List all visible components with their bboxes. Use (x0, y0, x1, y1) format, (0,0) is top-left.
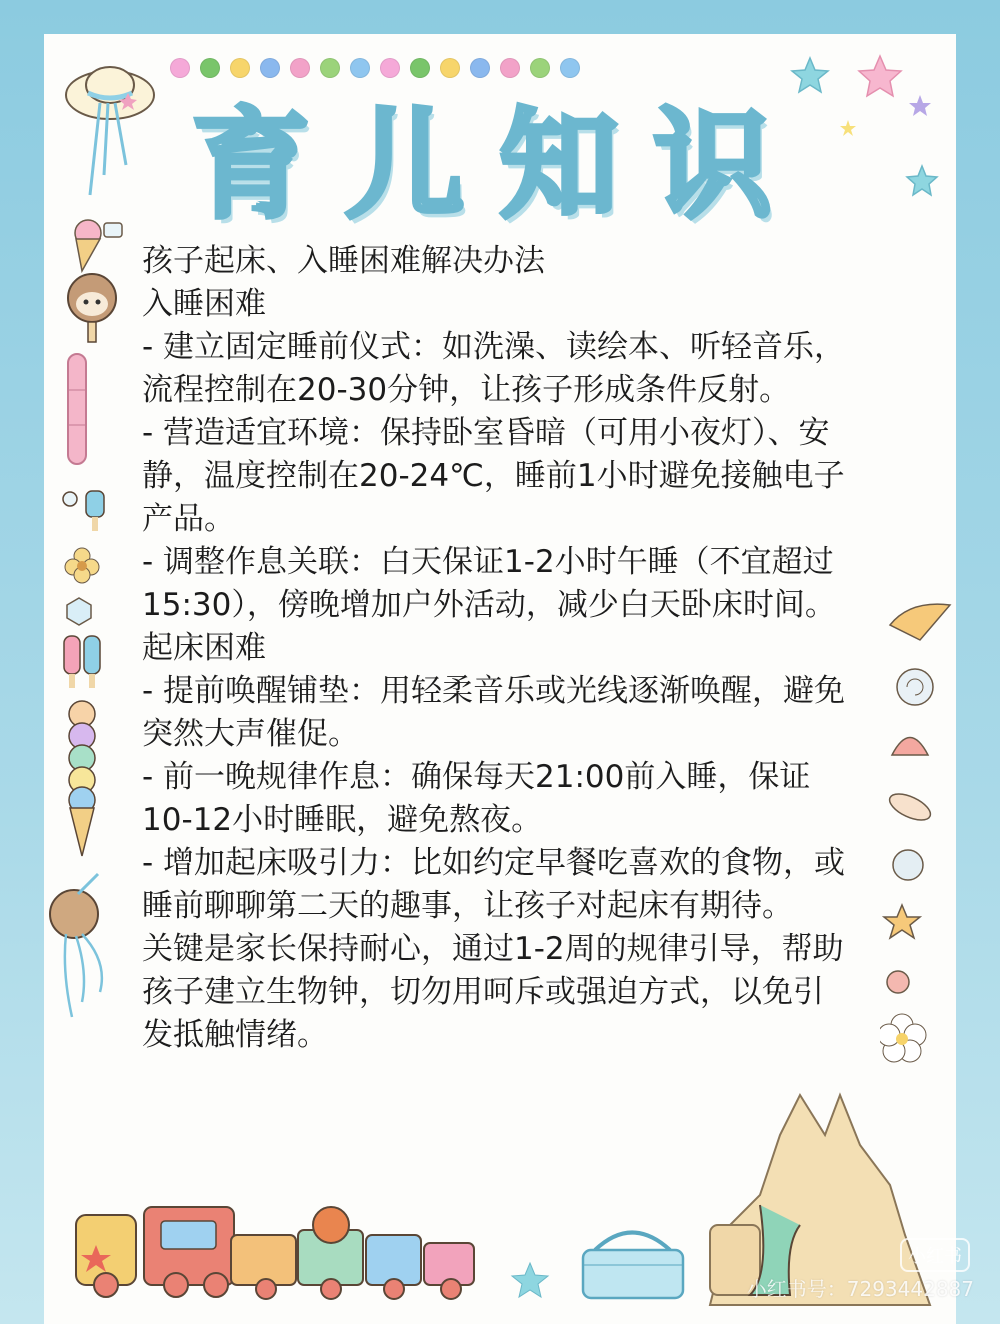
article-heading: 孩子起床、入睡困难解决办法 (142, 243, 545, 279)
tip-gentle-wake: - 提前唤醒铺垫：用轻柔音乐或光线逐渐唤醒，避免突然大声催促。 (142, 673, 846, 752)
hexagon-icon (64, 596, 94, 626)
article-content (142, 240, 852, 1057)
toy-train-icon (66, 1185, 486, 1305)
watermark-logo: 小红书 (900, 1238, 970, 1272)
decorative-dot (470, 58, 490, 78)
conclusion-text: 关键是家长保持耐心，通过1-2周的规律引导，帮助孩子建立生物钟，切勿用呵斥或强迫方式，以免引发抵触情绪。 (142, 931, 844, 1053)
section-title-waking-up: 起床困难 (142, 630, 266, 666)
section-title-falling-asleep: 入睡困难 (142, 286, 266, 322)
decorative-dot (320, 58, 340, 78)
decorative-dot (260, 58, 280, 78)
cookie-popsicle-icon (62, 270, 122, 345)
decorative-dot (230, 58, 250, 78)
candy-stick-icon (62, 350, 92, 470)
decorative-dot (530, 58, 550, 78)
coconut-drink-icon (42, 872, 122, 1022)
decorative-dot (560, 58, 580, 78)
bottom-star-icon (510, 1260, 550, 1300)
decorative-dot (410, 58, 430, 78)
seashell-icons (880, 595, 960, 1075)
decorative-dot (380, 58, 400, 78)
decorative-dot (440, 58, 460, 78)
tip-bedtime-ritual: - 建立固定睡前仪式：如洗澡、读绘本、听轻音乐，流程控制在20-30分钟，让孩子形成条件反射。 (142, 329, 846, 408)
tip-wake-motivation: - 增加起床吸引力：比如约定早餐吃喜欢的食物，或睡前聊聊第二天的趣事，让孩子对起床有期待。 (142, 845, 846, 924)
decorative-dot (170, 58, 190, 78)
twin-popsicle-icon (58, 632, 108, 692)
watermark-text: 小红书号：7293442887 (746, 1277, 974, 1301)
tip-schedule: - 调整作息关联：白天保证1-2小时午睡（不宜超过15:30），傍晚增加户外活动，减少白天卧床时间。 (142, 544, 836, 623)
tip-environment: - 营造适宜环境：保持卧室昏暗（可用小夜灯）、安静，温度控制在20-24℃，睡前1小时避免接触电子产品。 (142, 415, 845, 537)
popsicle-icon (58, 485, 118, 535)
decorative-dot (290, 58, 310, 78)
ice-cream-cone-icon (62, 700, 102, 860)
decorative-dot (200, 58, 220, 78)
decorative-dots (170, 58, 580, 78)
decorative-dot (350, 58, 370, 78)
basket-icon (575, 1220, 690, 1305)
decorative-dot (500, 58, 520, 78)
page-title: 育儿知识 (191, 96, 808, 234)
tip-regular-sleep: - 前一晚规律作息：确保每天21:00前入睡，保证10-12小时睡眠，避免熬夜。 (142, 759, 811, 838)
flower-icon (62, 545, 102, 585)
